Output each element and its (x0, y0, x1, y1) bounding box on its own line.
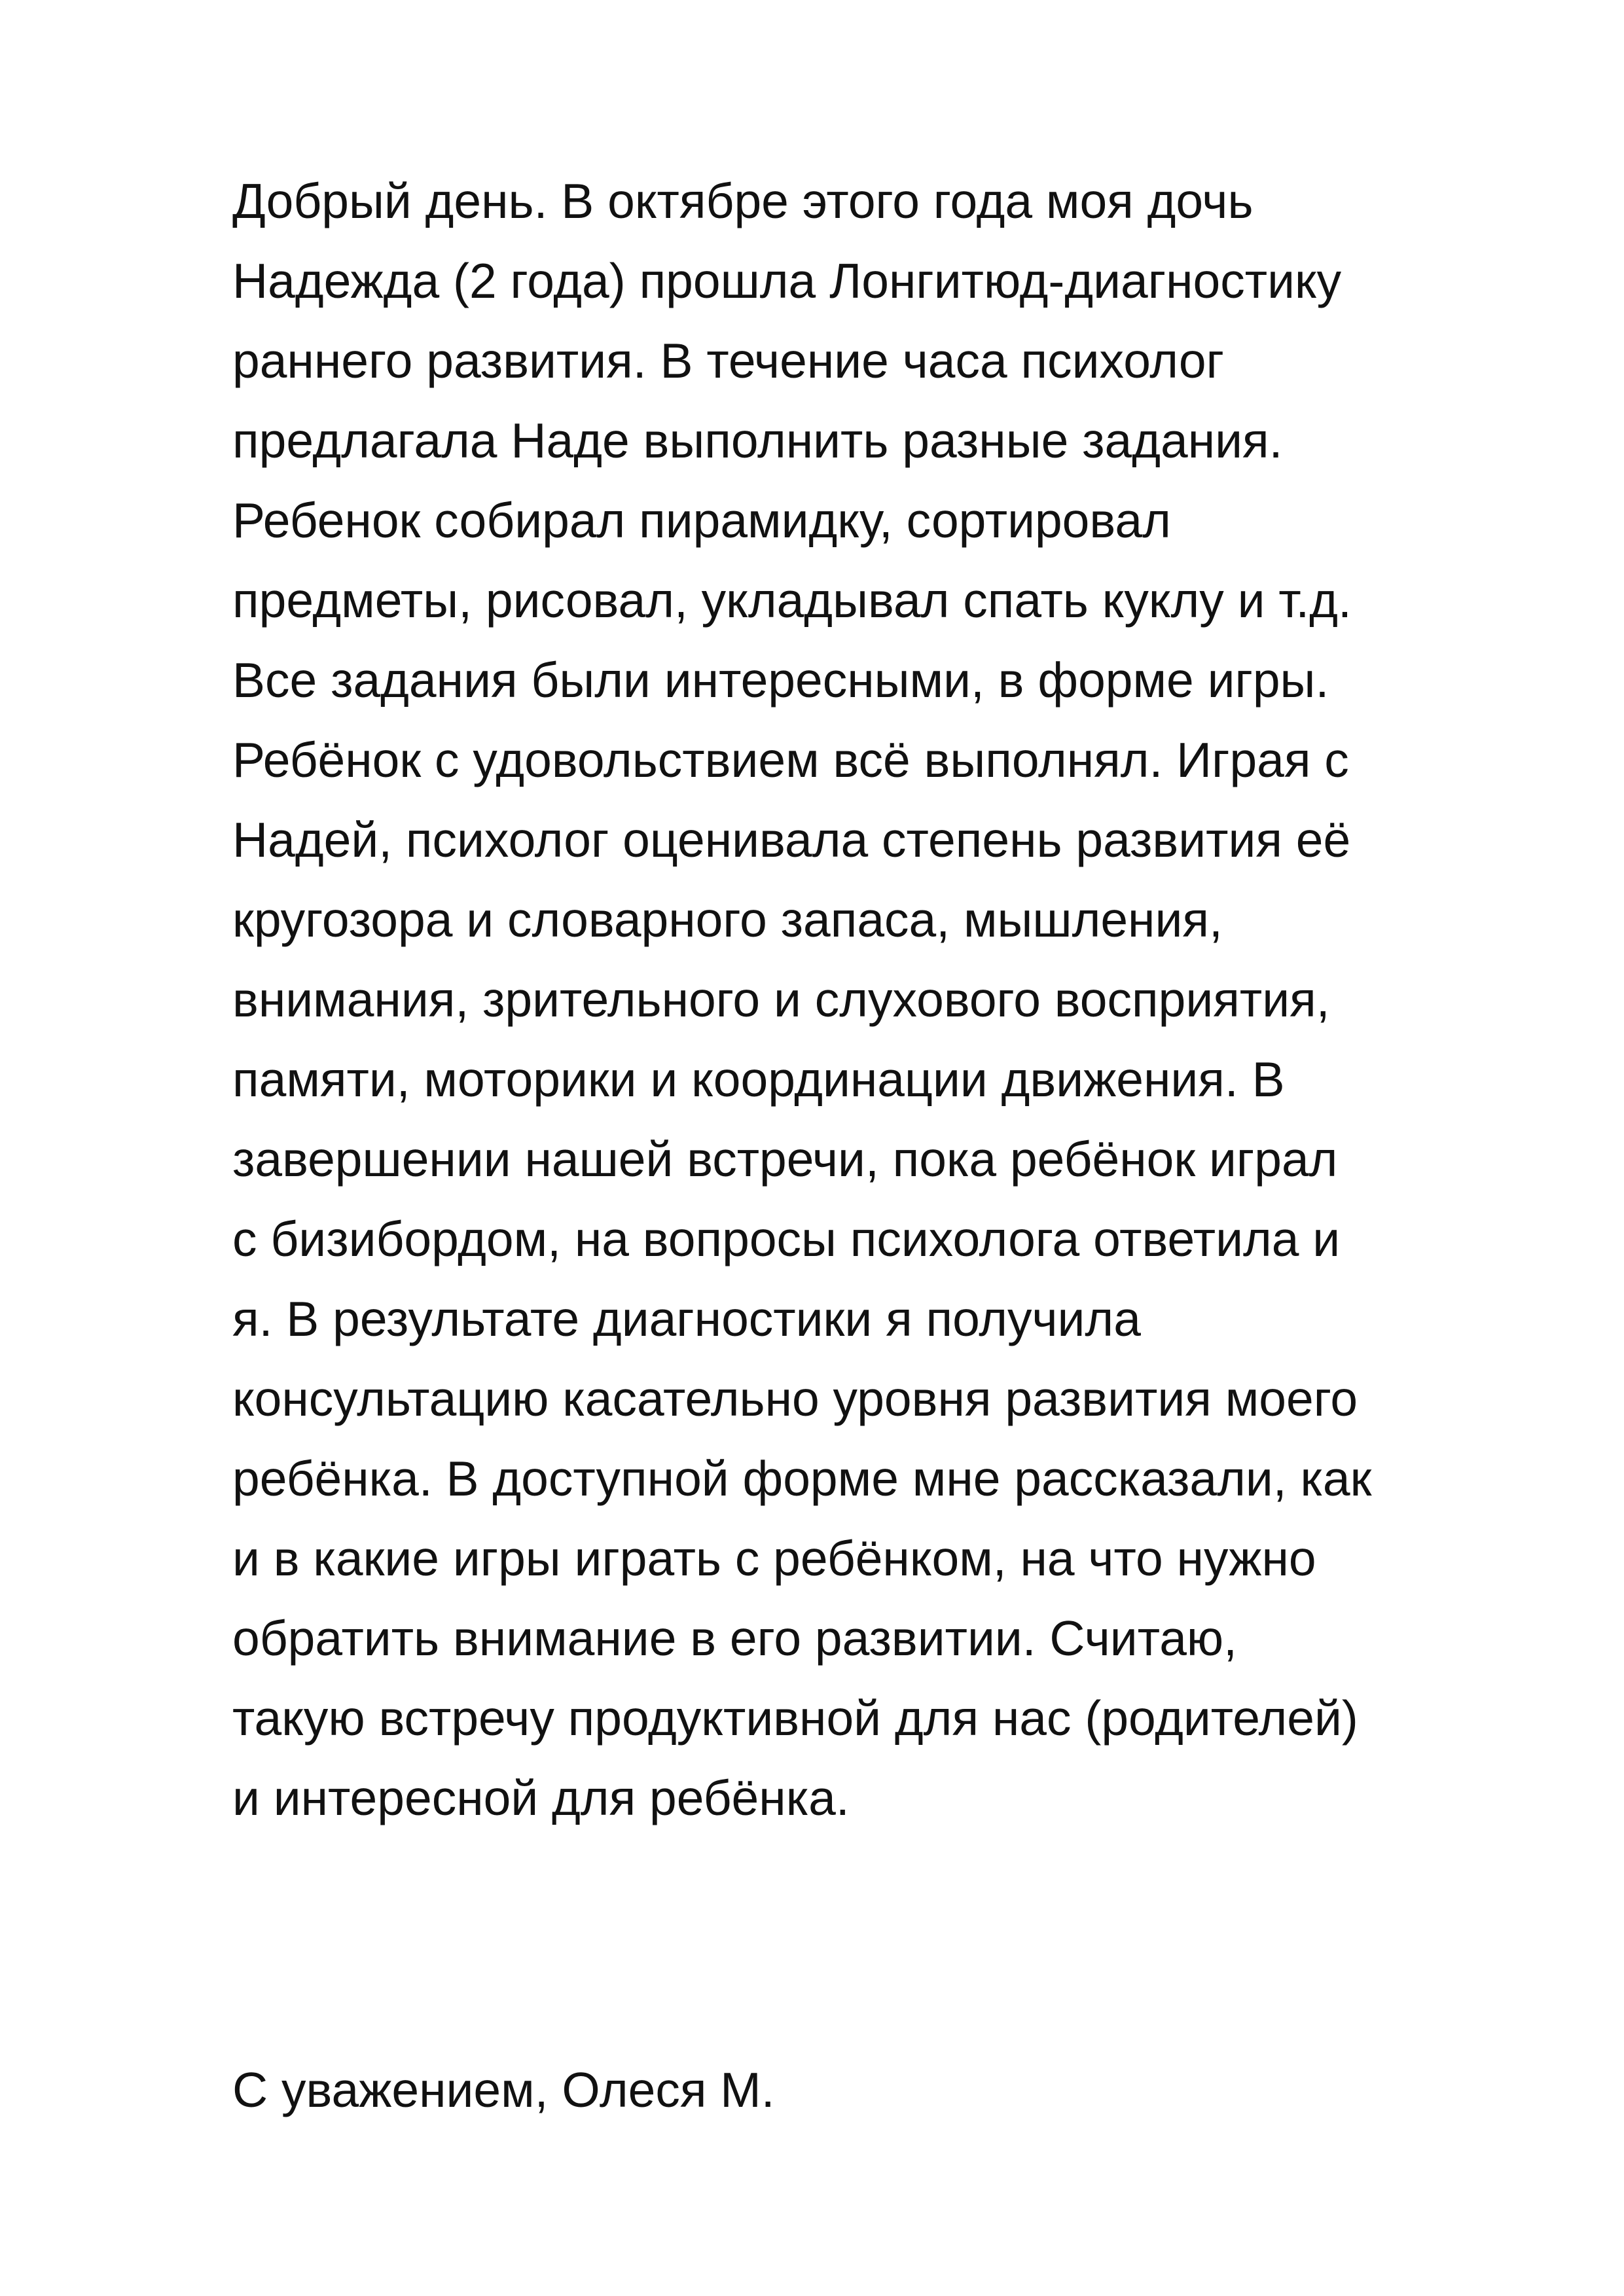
letter-line: памяти, моторики и координации движения. В (232, 1052, 1285, 1107)
letter-line: внимания, зрительного и слухового восприятия, (232, 972, 1330, 1027)
letter-line: и интересной для ребёнка. (232, 1770, 850, 1825)
letter-line: такую встречу продуктивной для нас (родителей) (232, 1691, 1358, 1746)
letter-line: раннего развития. В течение часа психолог (232, 333, 1224, 388)
letter-line: и в какие игры играть с ребёнком, на что нужно (232, 1531, 1316, 1586)
letter-line: предметы, рисовал, укладывал спать куклу и т.д. (232, 573, 1352, 628)
letter-body (232, 161, 1542, 1838)
letter-signature: С уважением, Олеся М. (232, 2062, 775, 2117)
letter-line: я. В результате диагностики я получила (232, 1291, 1141, 1346)
letter-line: ребёнка. В доступной форме мне рассказали, как (232, 1451, 1372, 1506)
letter-line: завершении нашей встречи, пока ребёнок играл (232, 1132, 1338, 1187)
letter-line: Ребёнок с удовольствием всё выполнял. Играя с (232, 732, 1349, 787)
letter-line: с бизибордом, на вопросы психолога ответила и (232, 1211, 1341, 1266)
letter-line: консультацию касательно уровня развития моего (232, 1371, 1358, 1426)
letter-line: Надей, психолог оценивала степень развития её (232, 812, 1351, 867)
letter-line: Добрый день. В октябре этого года моя дочь (232, 173, 1254, 228)
letter-line: кругозора и словарного запаса, мышления, (232, 892, 1223, 947)
letter-line: Надежда (2 года) прошла Лонгитюд-диагностику (232, 253, 1342, 308)
letter-line: обратить внимание в его развитии. Считаю, (232, 1611, 1238, 1666)
letter-line: Все задания были интересными, в форме игры. (232, 653, 1329, 708)
letter-line: Ребенок собирал пирамидку, сортировал (232, 493, 1171, 548)
letter-line: предлагала Наде выполнить разные задания. (232, 413, 1283, 468)
